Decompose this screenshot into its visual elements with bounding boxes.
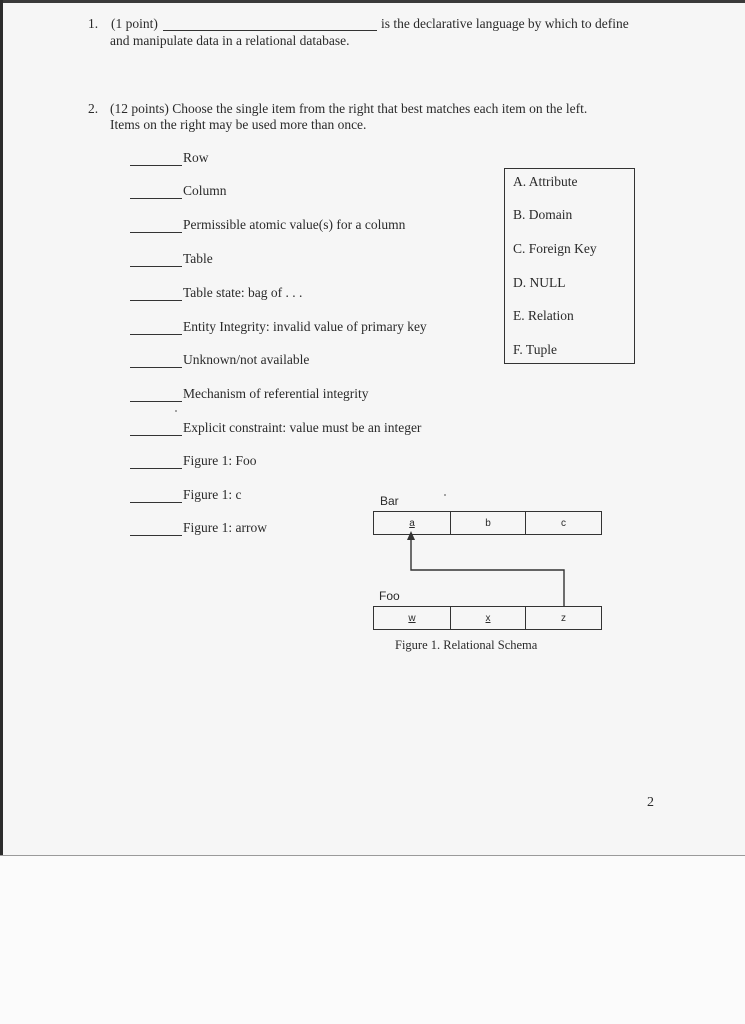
match-item-label: Figure 1: c <box>183 487 242 502</box>
scan-speck <box>175 410 177 412</box>
figure-caption: Figure 1. Relational Schema <box>395 638 538 652</box>
match-item-label: Entity Integrity: invalid value of primary key <box>183 319 427 334</box>
match-item-label: Figure 1: arrow <box>183 520 267 535</box>
option-foreign-key: C. Foreign Key <box>513 241 597 256</box>
foo-column-w: w <box>374 607 451 629</box>
bar-column-c: c <box>561 517 566 529</box>
q2-prompt: (12 points) Choose the single item from the right that best matches each item on the left. <box>110 101 588 116</box>
arrow-line <box>411 537 564 606</box>
bar-column-b: b <box>451 512 526 534</box>
foo-relation <box>373 606 602 630</box>
match-item-label: Row <box>183 150 209 165</box>
option-tuple: F. Tuple <box>513 342 557 357</box>
arrow-head <box>407 531 415 540</box>
q2-prompt-line2: Items on the right may be used more than once. <box>110 117 367 132</box>
q1-text-line2: and manipulate data in a relational database. <box>110 33 350 48</box>
q1-points: (1 point) <box>111 16 158 31</box>
match-item-label: Table <box>183 251 213 266</box>
blank-lower-sheet <box>0 856 745 1024</box>
match-item-label: Table state: bag of . . . <box>183 285 303 300</box>
match-item-label: Column <box>183 183 227 198</box>
match-item-label: Permissible atomic value(s) for a column <box>183 217 406 232</box>
q1-number: 1. <box>88 16 99 31</box>
option-null: D. NULL <box>513 275 566 290</box>
bar-column-a: a <box>374 512 451 534</box>
option-domain: B. Domain <box>513 207 573 222</box>
bar-relation-name: Bar <box>380 494 399 508</box>
option-attribute: A. Attribute <box>513 174 578 189</box>
scan-speck <box>444 494 446 496</box>
q2-number: 2. <box>88 101 99 116</box>
foo-column-x: x <box>451 607 526 629</box>
match-item-label: Mechanism of referential integrity <box>183 386 369 401</box>
q1-text: is the declarative language by which to define <box>381 16 629 31</box>
page-number: 2 <box>647 795 654 810</box>
match-item-label: Explicit constraint: value must be an integer <box>183 420 422 435</box>
foo-relation-name: Foo <box>379 589 400 603</box>
match-item-label: Unknown/not available <box>183 352 310 367</box>
foo-column-z: z <box>561 612 566 624</box>
option-relation: E. Relation <box>513 308 574 323</box>
match-item-label: Figure 1: Foo <box>183 453 257 468</box>
